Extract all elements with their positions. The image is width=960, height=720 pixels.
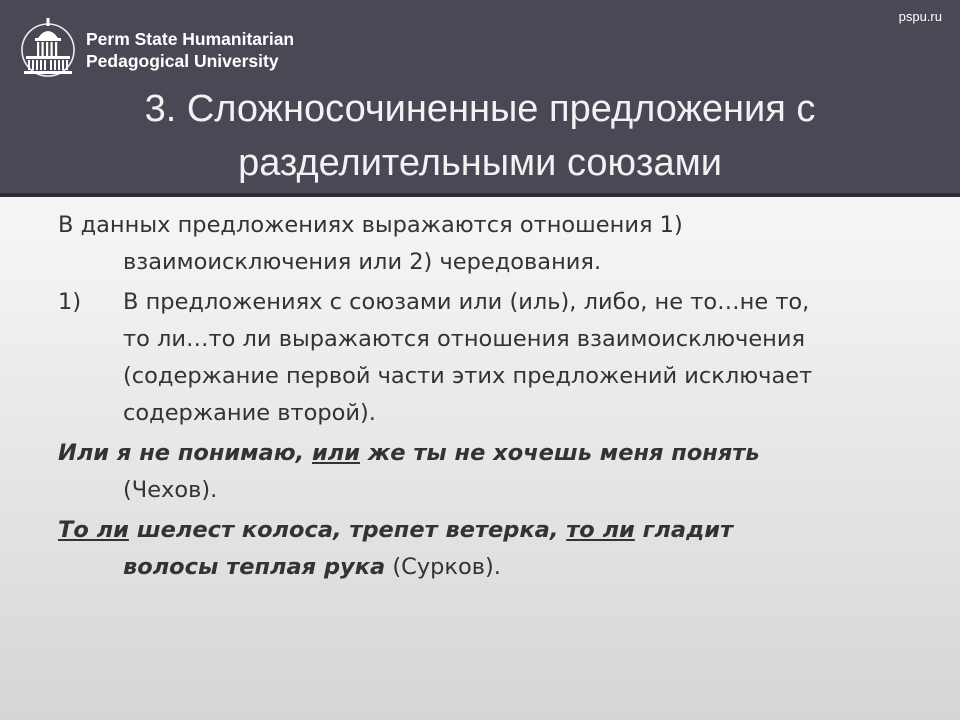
- slide-title-line2: разделительными союзами: [238, 142, 722, 184]
- example1-text-b: же ты не хочешь меня понять: [360, 440, 760, 466]
- intro-line1: В данных предложениях выражаются отношения 1): [58, 212, 683, 238]
- university-name-line1: Perm State Humanitarian: [86, 29, 295, 49]
- intro-line2: взаимоисключения или 2) чередования.: [123, 249, 602, 275]
- example-2: [58, 512, 918, 586]
- example1-source: (Чехов).: [123, 477, 218, 503]
- example2-text-b: гладит: [634, 517, 734, 543]
- example2-text-c: волосы теплая рука: [123, 554, 386, 580]
- example-1: [58, 435, 918, 509]
- item1-line4: содержание второй).: [123, 400, 376, 426]
- item-number: 1): [58, 289, 82, 315]
- example2-line2: [123, 549, 918, 586]
- item1-line2: то ли…то ли выражаются отношения взаимоисключения: [123, 326, 806, 352]
- header-divider: [0, 193, 960, 197]
- university-building-logo-icon: [20, 16, 76, 80]
- university-name: [86, 28, 294, 72]
- item1-line3: (содержание первой части этих предложений исключает: [123, 363, 813, 389]
- example2-text-a: шелест колоса, трепет ветерка,: [128, 517, 567, 543]
- site-url: pspu.ru: [898, 9, 942, 24]
- numbered-item-1: [58, 284, 918, 432]
- item1-line1: В предложениях с союзами или (иль), либо, не то…не то,: [123, 289, 810, 315]
- slide-header: [0, 0, 960, 193]
- slide-title-line1: 3. Сложносочиненные предложения с: [144, 88, 816, 130]
- example1-conjunction: или: [311, 440, 360, 466]
- example2-line1: [58, 512, 918, 549]
- example1-line1: [58, 435, 918, 472]
- example2-source: (Сурков).: [385, 554, 501, 580]
- slide-body: [58, 207, 918, 589]
- example1-text-a: Или я не понимаю,: [58, 440, 312, 466]
- intro-paragraph: [58, 207, 918, 281]
- slide-title: [40, 82, 920, 190]
- example2-conjunction-2: то ли: [566, 517, 635, 543]
- university-name-line2: Pedagogical University: [86, 51, 279, 71]
- example2-conjunction-1: То ли: [58, 517, 129, 543]
